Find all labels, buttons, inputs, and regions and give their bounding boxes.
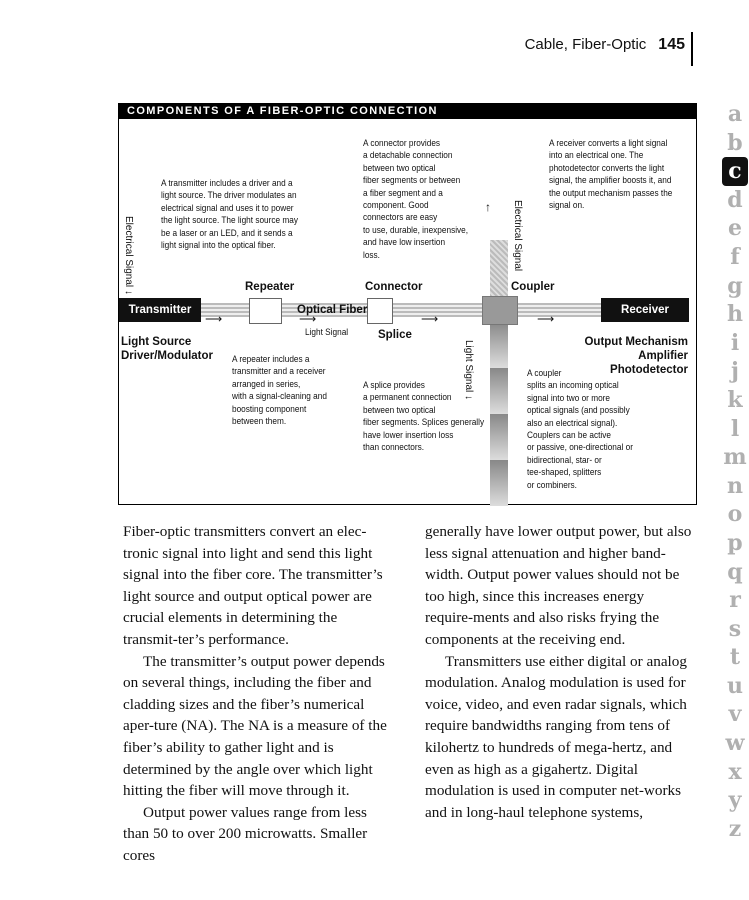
body-column-left [123,521,393,867]
right-arrow-icon: ⟶ [205,312,223,326]
receiver-parts: Output Mechanism Amplifier Photodetector [584,336,688,376]
thumb-index-letter-v: v [728,701,742,728]
repeater-label: Repeater [245,281,295,293]
thumb-index-letter-l: l [730,415,740,442]
repeater-box [249,298,282,324]
splice-label: Splice [378,329,412,341]
thumb-index-letter-c: c [722,157,748,186]
thumb-index-letter-m: m [723,444,747,471]
light-signal-label: Light Signal [305,327,349,338]
thumb-index-letter-r: r [729,587,741,614]
transmitter-parts: Light Source Driver/Modulator [121,336,214,362]
alphabet-thumb-index [722,100,748,843]
thumb-index-letter-e: e [728,215,742,242]
paragraph: Fiber-optic transmitters convert an elec-tronic signal into light and send this light signal into the fiber core. The transmitter’s light source and output optical power are crucial elements in determining the transmit-ter’s performance. [123,523,383,648]
diagram-title: COMPONENTS OF A FIBER-OPTIC CONNECTION [119,104,696,119]
thumb-index-letter-x: x [728,758,742,785]
thumb-index-letter-q: q [727,558,743,585]
thumb-index-letter-y: y [728,787,742,814]
transmitter-note: A transmitter includes a driver and a light source. The driver modulates an electrical signal and uses it to power the light source. The light source may be a laser or an LED, and it sends a light signal into the optical fiber. [161,178,298,252]
splice-note: A splice provides a permanent connection between two optical fiber segments. Splices generally have lower insertion loss than connectors. [363,380,485,454]
thumb-index-letter-k: k [727,386,743,413]
right-arrow-icon: ⟶ [537,312,555,326]
header-rule [691,32,693,66]
paragraph: The transmitter’s output power depends on several things, including the fiber and cladding sizes and the fiber’s numerical aper-ture (NA). The NA is a measure of the fiber’s ability to gather light and is determined by the angle over which light hitting the fiber will move through it. [123,652,387,800]
coupler-note: A coupler splits an incoming optical signal into two or more optical signals (and possibly also an electrical signal). Couplers can be active or passive, one-directional or bidirectional, star- or tee-shaped, splitters or combiners. [527,368,633,491]
thumb-index-letter-d: d [727,186,743,213]
paragraph: generally have lower output power, but also less signal attenuation and higher band-width. Output power values should not be too high, since this increases energy require-ments and also risks frying the components at the receiving end. [425,523,692,648]
connector-note: A connector provides a detachable connection between two optical fiber segments or between a fiber segment and a component. Good connectors are easy to use, durable, inexpensive, and have low insertion loss. [363,138,469,261]
thumb-index-letter-g: g [727,272,743,299]
thumb-index-letter-z: z [728,815,742,842]
thumb-index-letter-i: i [730,329,740,356]
thumb-index-letter-h: h [727,301,743,328]
thumb-index-letter-w: w [725,730,745,757]
right-arrow-icon: ⟶ [299,312,317,326]
connector-box [367,298,393,324]
paragraph: Output power values range from less than 50 to over 200 microwatts. Smaller cores [123,803,368,864]
thumb-index-letter-f: f [730,243,740,270]
up-arrow-icon: ↑ [485,200,491,214]
thumb-index-letter-j: j [731,358,739,385]
paragraph: Transmitters use either digital or analog modulation. Analog modulation is used for voice, video, and even radar signals, which require bandwidths ranging from tens of kilohertz to hundreds of mega-hertz, and even as high as a gigahertz. Digital modulation is used in computer net-works and in long-haul telephone systems, [425,652,687,821]
receiver-note: A receiver converts a light signal into an electrical one. The photodetector converts the light signal, the amplifier boosts it, and the output mechanism passes the signal on. [549,138,673,212]
electrical-signal-label-right: Electrical Signal [512,200,523,272]
thumb-index-letter-n: n [727,472,743,499]
connector-label: Connector [365,281,423,293]
thumb-index-letter-s: s [728,615,742,642]
electrical-signal-label-left: Electrical Signal ↓ [123,216,134,295]
thumb-index-letter-t: t [729,644,741,671]
transmitter-block: Transmitter [119,298,201,322]
body-column-right [425,521,695,823]
coupler-optical-branch [490,322,508,506]
repeater-note: A repeater includes a transmitter and a receiver arranged in series, with a signal-cleaning and boosting component between them. [232,354,327,428]
coupler-electrical-branch [490,240,508,302]
optical-fiber-label: Optical Fiber [297,304,368,316]
thumb-index-letter-a: a [727,101,743,127]
thumb-index-letter-b: b [727,129,743,156]
page-number: 145 [658,36,685,53]
receiver-block: Receiver [601,298,689,322]
light-signal-vertical-label: Light Signal ↓ [463,340,474,401]
coupler-label: Coupler [511,281,555,293]
running-header [525,36,685,54]
thumb-index-letter-u: u [727,672,743,699]
fiber-optic-diagram [118,103,697,505]
thumb-index-letter-o: o [727,501,743,528]
thumb-index-letter-p: p [727,529,743,556]
right-arrow-icon: ⟶ [421,312,439,326]
coupler-box [482,296,518,325]
header-title: Cable, Fiber-Optic [524,36,647,53]
